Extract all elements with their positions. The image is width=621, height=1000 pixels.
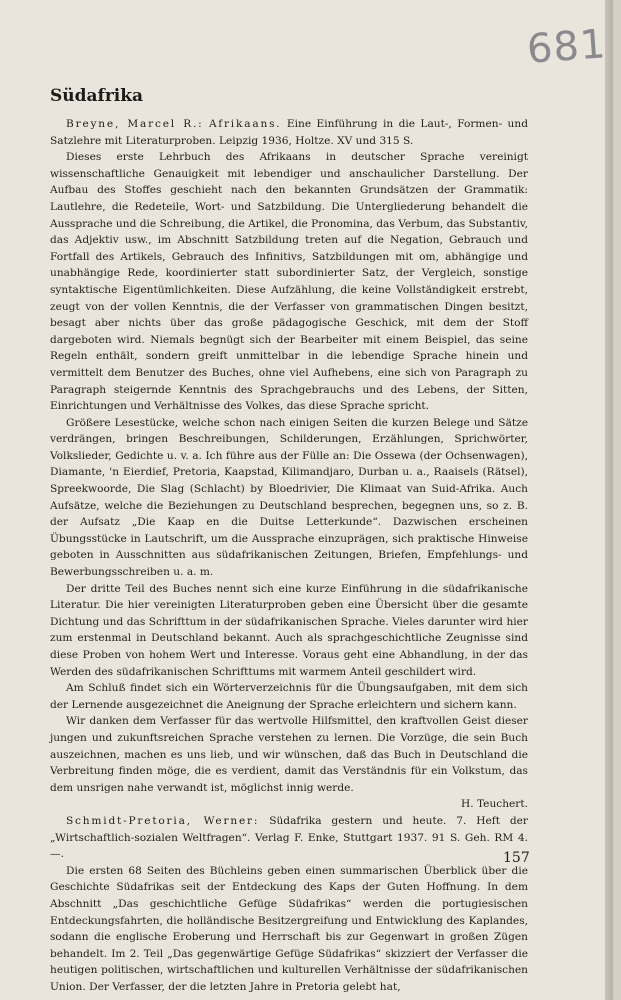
page-edge [605, 0, 613, 1000]
review1-paragraph: Größere Lesestücke, welche schon nach einigen Seiten die kurzen Belege und Sätze verdrängen, bringen Beschreibungen, Schilderungen, Erzählungen, Sprichwörter, Volkslieder, Gedichte u. v. a. Ich führe aus der Fülle an: Die Ossewa (der Ochsenwagen), Diamante, 'n Eierdief, Pretoria, Kaapstad, Kilimandjaro, Durban u. a., Raaisels (Rätsel), Spreekwoorde, Die Slag (Schlacht) by Bloedrivier, Die Klimaat van Suid-Afrika. Auch Aufsätze, welche die Beziehungen zu Deutschland besprechen, begegnen uns, so z. B. der Aufsatz „Die Kaap en die Duitse Letterkunde“. Dazwischen erscheinen Übungsstücke in Lautschrift, um die Aussprache einzuprägen, sich praktische Hinweise geboten in Ausschnitten aus südafrikanischen Zeitungen, Briefen, Empfehlungs- und Bewerbungsschreiben u. a. m. [50, 416, 528, 579]
review1-paragraph: Der dritte Teil des Buches nennt sich eine kurze Einführung in die südafrikanische Literatur. Die hier vereinigten Literaturproben geben eine Übersicht über die gesamte Dichtung und das Schrifttum in der südafrikanischen Sprache. Vieles darunter wird hier zum erstenmal in Deutschland bekannt. Auch als sprachgeschichtliche Zeugnisse sind diese Proben von hohem Wert und Interesse. Voraus geht eine Abhandlung, in der das Werden des südafrikanischen Schrifttums mit warmem Anteil geschildert wird. [50, 582, 528, 678]
body-text [50, 116, 528, 995]
review1-paragraph: Am Schluß findet sich ein Wörterverzeichnis für die Übungsaufgaben, mit dem sich der Lernende ausgezeichnet die Aneignung der Sprache erleichtern und sichern kann. [50, 682, 528, 711]
review1-book-title: Afrikaans. [208, 118, 282, 130]
review1-header [50, 116, 528, 149]
review2-header [50, 813, 528, 863]
review2-paragraph: Die ersten 68 Seiten des Büchleins geben einen summarischen Überblick über die Geschichte Südafrikas seit der Entdeckung des Kaps der Guten Hoffnung. In dem Abschnitt „Das geschichtliche Gefüge Südafrikas“ werden die portugiesischen Entdeckungsfahrten, die holländische Besitzergreifung und Entwicklung des Kaplandes, sodann die englische Eroberung und Herrschaft bis zur Gegenwart in großen Zügen behandelt. Im 2. Teil „Das gegenwärtige Gefüge Südafrikas“ skizziert der Verfasser die heutigen politischen, wirtschaftlichen und kulturellen Verhältnisse der südafrikanischen Union. Der Verfasser, der die letzten Jahre in Pretoria gelebt hat, [50, 864, 528, 993]
review2-author: Schmidt-Pretoria, Werner: [66, 814, 260, 827]
review1-paragraph: Wir danken dem Verfasser für das wertvolle Hilfsmittel, den kraftvollen Geist dieser jungen und zukunftsreichen Sprache verstehen zu lernen. Die Vorzüge, die sein Buch auszeichnen, machen es uns lieb, und wir wünschen, daß das Buch in Deutschland die Verbreitung finden möge, die es verdient, damit das Verständnis für ein Volkstum, das dem unsrigen nahe verwandt ist, möglichst innig werde. [50, 715, 528, 794]
review1-paragraph: Dieses erste Lehrbuch des Afrikaans in deutscher Sprache vereinigt wissenschaftliche Genauigkeit mit lebendiger und anschaulicher Darstellung. Der Aufbau des Stoffes geschieht nach den bekannten Grundsätzen der Grammatik: Lautlehre, die Redeteile, Wort- und Satzbildung. Die Untergliederung behandelt die Aussprache und die Schreibung, die Artikel, die Pronomina, das Verbum, das Substantiv, das Adjektiv usw., im Abschnitt Satzbildung treten auf die Negation, Gebrauch und Fortfall des Artikels, Gebrauch des Infinitivs, Satzbildungen mit om, abhängige und unabhängige Rede, koordinierter statt subordinierter Satz, der Vergleich, sonstige syntaktische Eigentümlichkeiten. Diese Aufzählung, die keine Vollständigkeit erstrebt, zeugt von der vollen Kenntnis, die der Verfasser von grammatischen Dingen besitzt, besagt aber nichts über das große pädagogische Geschick, mit dem der Stoff dargeboten wird. Niemals begnügt sich der Bearbeiter mit einem Beispiel, das seine Regeln enthält, sondern greift unmittelbar in die lebendige Sprache hinein und vermittelt dem Benutzer des Buches, ohne viel Aufhebens, eine sich von Paragraph zu Paragraph steigernde Kenntnis des Sprachgebrauchs und des Lebens, der Sitten, Einrichtungen und Verhältnisse des Volkes, das diese Sprache spricht. [50, 151, 528, 413]
handwritten-folio-number: 681 [525, 21, 608, 73]
review1-author: Breyne, Marcel R.: [66, 118, 204, 130]
section-heading: Südafrika [50, 86, 144, 106]
review2-bibliography: Südafrika gestern und heute. 7. Heft der „Wirtschaftlich-sozialen Weltfragen“. Verlag F. Enke, Stuttgart 1937. 91 S. Geh. RM 4.—. [50, 814, 529, 861]
review1-signature: H. Teuchert. [460, 798, 528, 811]
page-number: 157 [503, 850, 530, 866]
review1-bibliography: Eine Einführung in die Laut-, Formen- und Satzlehre mit Literaturproben. Leipzig 1936, Holtze. XV und 315 S. [50, 118, 528, 147]
